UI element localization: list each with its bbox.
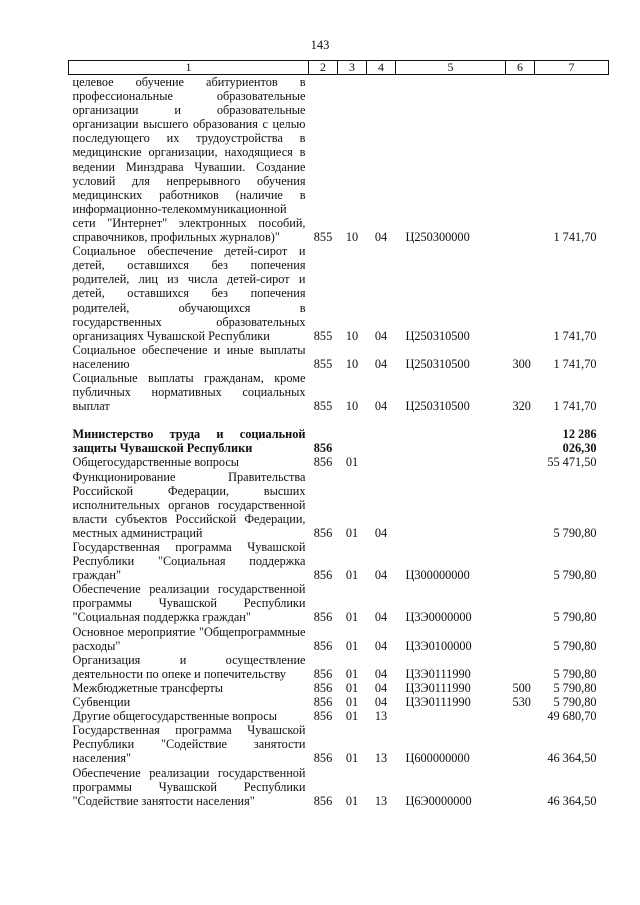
row-section: 10: [345, 356, 359, 371]
row-grbs: 856: [313, 680, 333, 695]
row-name: целевое обучение абитуриентов в профессиональные образовательные организации и образовательные организации высшего образования с целью последующего их трудоустройства в медицинские организации, находящиеся в ведении Минздрава Чувашии. Создание условий для непрерывного обучения медицинских работников (наличие в информационно-телекоммуникационной сети "Интернет" электронных пособий, справочников, профильных журналов)": [72, 75, 306, 245]
table-row: [69, 75, 609, 245]
row-expense-type: [506, 75, 535, 245]
row-expense-type: 300: [512, 356, 531, 371]
row-sum: 1 741,70: [553, 356, 597, 371]
row-sum: 1 741,70: [553, 399, 597, 414]
row-expense-type: [506, 582, 535, 624]
row-subsection: [367, 455, 396, 469]
table-body: [69, 75, 609, 808]
row-section: 01: [345, 666, 359, 681]
row-name: Государственная программа Чувашской Республики "Содействие занятости населения": [72, 723, 306, 766]
row-grbs: 856: [313, 695, 333, 710]
row-target-article: Ц3Э0111990: [405, 680, 471, 695]
row-section: 01: [345, 455, 359, 470]
row-grbs: 856: [313, 441, 333, 456]
row-expense-type: [506, 723, 535, 765]
spacer-cell: [69, 413, 609, 427]
row-target-article: Ц3Э0111990: [405, 695, 471, 710]
row-sum: 1 741,70: [553, 328, 597, 343]
row-target-article: Ц3Э0000000: [405, 610, 472, 625]
row-subsection: [367, 427, 396, 455]
row-target-article: [396, 455, 506, 469]
row-sum: 5 790,80: [553, 680, 597, 695]
row-sum: 5 790,80: [553, 610, 597, 625]
row-subsection: 04: [374, 525, 388, 540]
row-name: Социальные выплаты гражданам, кроме публичных нормативных социальных выплат: [72, 370, 306, 414]
row-target-article: Ц3Э0111990: [405, 666, 471, 681]
table-row: [69, 540, 609, 582]
row-subsection: 04: [374, 230, 388, 245]
row-expense-type: [506, 625, 535, 653]
table-row: [69, 470, 609, 540]
row-section: 01: [345, 680, 359, 695]
row-section: 01: [345, 610, 359, 625]
row-grbs: 856: [313, 610, 333, 625]
row-target-article: [396, 470, 506, 540]
row-name: Социальное обеспечение и иные выплаты населению: [72, 342, 306, 371]
table-row: [69, 653, 609, 681]
row-section: 10: [345, 328, 359, 343]
row-name: Субвенции: [72, 695, 131, 710]
row-sum: 5 790,80: [553, 568, 597, 583]
row-grbs: 855: [313, 328, 333, 343]
table-row: [69, 709, 609, 723]
row-name: Государственная программа Чувашской Республики "Социальная поддержка граждан": [72, 540, 306, 583]
budget-table: [68, 60, 609, 808]
table-row: [69, 582, 609, 624]
row-expense-type: [506, 709, 535, 723]
row-section: [338, 427, 367, 455]
row-sum: 12 286 026,30: [562, 427, 597, 456]
row-name: Обеспечение реализации государственной программы Чувашской Республики "Социальная поддержка граждан": [72, 582, 306, 625]
table-row: [69, 455, 609, 469]
row-target-article: Ц250310500: [405, 328, 470, 343]
row-section: 01: [345, 695, 359, 710]
table-row: [69, 343, 609, 371]
row-name: Социальное обеспечение детей-сирот и детей, оставшихся без попечения родителей, лиц из числа детей-сирот и детей, оставшихся без попечения родителей, обучающихся в государственных образовательных организациях Чувашской Республики: [72, 244, 306, 343]
row-sum: 5 790,80: [553, 638, 597, 653]
header-cell: 1: [69, 61, 309, 75]
table-row: [69, 427, 609, 455]
row-subsection: 13: [374, 793, 388, 808]
row-target-article: Ц250310500: [405, 356, 470, 371]
header-cell: 2: [309, 61, 338, 75]
row-grbs: 856: [313, 709, 333, 724]
row-section: 01: [345, 793, 359, 808]
row-expense-type: [506, 455, 535, 469]
row-section: 01: [345, 709, 359, 724]
table-row: [69, 766, 609, 808]
row-name: Функционирование Правительства Российской Федерации, высших исполнительных органов государственной власти субъектов Российской Федерации, местных администраций: [72, 469, 306, 540]
table-row: [69, 695, 609, 709]
row-subsection: 04: [374, 680, 388, 695]
header-cell: 3: [338, 61, 367, 75]
row-expense-type: 320: [512, 399, 531, 414]
row-subsection: 04: [374, 666, 388, 681]
table-header-row: [69, 61, 609, 75]
spacer-row: [69, 413, 609, 427]
row-sum: 46 364,50: [547, 751, 597, 766]
table-row: [69, 625, 609, 653]
row-subsection: 04: [374, 399, 388, 414]
row-sum: 5 790,80: [553, 525, 597, 540]
row-sum: 1 741,70: [553, 230, 597, 245]
header-cell: 6: [506, 61, 535, 75]
table-row: [69, 681, 609, 695]
row-target-article: [396, 427, 506, 455]
row-expense-type: 530: [512, 695, 531, 710]
table-row: [69, 371, 609, 413]
row-subsection: 04: [374, 356, 388, 371]
row-target-article: Ц250300000: [405, 230, 470, 245]
header-cell: 5: [396, 61, 506, 75]
header-cell: 4: [367, 61, 396, 75]
row-expense-type: [506, 470, 535, 540]
row-section: 10: [345, 399, 359, 414]
row-section: 01: [345, 525, 359, 540]
row-expense-type: [506, 653, 535, 681]
row-sum: 5 790,80: [553, 695, 597, 710]
row-target-article: [396, 709, 506, 723]
row-grbs: 856: [313, 455, 333, 470]
row-subsection: 04: [374, 610, 388, 625]
row-expense-type: [506, 766, 535, 808]
row-grbs: 856: [313, 666, 333, 681]
row-subsection: 13: [374, 709, 388, 724]
row-name: Обеспечение реализации государственной программы Чувашской Республики "Содействие занятости населения": [72, 765, 306, 808]
row-sum: 55 471,50: [547, 455, 597, 470]
row-sum: 5 790,80: [553, 666, 597, 681]
row-target-article: Ц250310500: [405, 399, 470, 414]
row-section: 10: [345, 230, 359, 245]
row-name: Общегосударственные вопросы: [72, 455, 240, 470]
row-section: 01: [345, 751, 359, 766]
row-name: Организация и осуществление деятельности по опеке и попечительству: [72, 652, 306, 681]
header-cell: 7: [535, 61, 609, 75]
row-grbs: 856: [313, 793, 333, 808]
row-target-article: Ц600000000: [405, 751, 470, 766]
row-grbs: 856: [313, 525, 333, 540]
row-expense-type: [506, 244, 535, 343]
row-target-article: Ц3Э0100000: [405, 638, 472, 653]
row-section: 01: [345, 568, 359, 583]
row-name: Другие общегосударственные вопросы: [72, 709, 277, 724]
table-row: [69, 723, 609, 765]
row-grbs: 856: [313, 638, 333, 653]
row-subsection: 04: [374, 328, 388, 343]
row-name: Межбюджетные трансферты: [72, 680, 224, 695]
row-expense-type: [506, 427, 535, 455]
row-grbs: 856: [313, 751, 333, 766]
row-subsection: 04: [374, 695, 388, 710]
row-sum: 46 364,50: [547, 793, 597, 808]
row-subsection: 04: [374, 568, 388, 583]
table-row: [69, 244, 609, 343]
row-subsection: 04: [374, 638, 388, 653]
row-grbs: 855: [313, 356, 333, 371]
row-sum: 49 680,70: [547, 709, 597, 724]
row-name: Основное мероприятие "Общепрограммные расходы": [72, 624, 306, 653]
row-target-article: Ц300000000: [405, 568, 470, 583]
row-grbs: 855: [313, 230, 333, 245]
row-grbs: 856: [313, 568, 333, 583]
row-grbs: 855: [313, 399, 333, 414]
page-number: 143: [310, 38, 330, 52]
row-expense-type: 500: [512, 680, 531, 695]
row-name: Министерство труда и социальной защиты Чувашской Республики: [72, 427, 306, 456]
row-subsection: 13: [374, 751, 388, 766]
row-target-article: Ц6Э0000000: [405, 793, 472, 808]
row-expense-type: [506, 540, 535, 582]
row-section: 01: [345, 638, 359, 653]
